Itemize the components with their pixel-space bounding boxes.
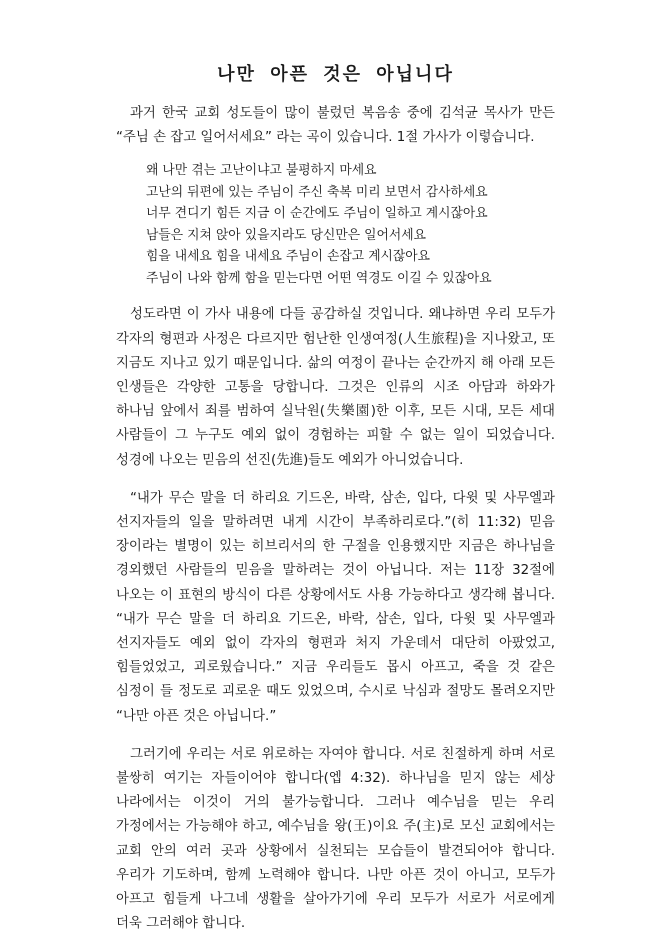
lyric-line: 남들은 지쳐 앉아 있을지라도 당신만은 일어서세요 — [146, 227, 426, 243]
lyric-line: 주님이 나와 함께 함을 믿는다면 어떤 역경도 이길 수 있잖아요 — [146, 270, 492, 286]
body-paragraph: “내가 무슨 말을 더 하리요 기드온, 바락, 삼손, 입다, 다윗 및 사무엘과 선지자들의 일을 말하려면 내게 시간이 부족하리로다.”(히 11:32) 믿음 장이라는 별명이 있는 히브리서의 한 구절을 인용했지만 지금은 하나님을 경외했던 사람들의 믿음을 말하려는 것이 아닙니다. 저는 11장 32절에 나오는 이 표현의 방식이 다른 상황에서도 사용 가능하다고 생각해 봅니다. “내가 무슨 말을 더 하리요 기드온, 바락, 삼손, 입다, 다윗 및 사무엘과 선지자들도 예외 없이 각자의 형편과 처지 가운데서 대단히 아팠었고, 힘들었었고, 괴로웠습니다.” 지금 우리들도 몹시 아프고, 죽을 것 같은 심정이 들 정도로 괴로운 때도 있었으며, 수시로 낙심과 절망도 몰려오지만 “나만 아픈 것은 아닙니다.” — [116, 490, 555, 724]
document-page — [116, 62, 555, 936]
document-title: 나만 아픈 것은 아닙니다 — [217, 64, 454, 85]
lyric-line: 힘을 내세요 힘을 내세요 주님이 손잡고 계시잖아요 — [146, 249, 431, 265]
lyric-line: 왜 나만 겪는 고난이냐고 불평하지 마세요 — [146, 163, 377, 179]
lyric-line: 고난의 뒤편에 있는 주님이 주신 축복 미리 보면서 감사하세요 — [146, 184, 488, 200]
body-paragraph: 그러기에 우리는 서로 위로하는 자여야 합니다. 서로 친절하게 하며 서로 불쌍히 여기는 자들이어야 합니다(엡 4:32). 하나님을 믿지 않는 세상 나라에서는 이것이 거의 불가능합니다. 그러나 예수님을 믿는 우리 가정에서는 가능해야 하고, 예수님을 왕(王)이요 주(主)로 모신 교회에서는 교회 안의 여러 곳과 상황에서 실천되는 모습들이 발견되어야 합니다. 우리가 기도하며, 함께 노력해야 합니다. 나만 아픈 것이 아니고, 모두가 아프고 힘들게 나그네 생활을 살아가기에 우리 모두가 서로가 서로에게 더욱 그러해야 합니다. — [116, 746, 555, 932]
song-lyrics — [146, 160, 555, 289]
lyric-line: 너무 견디기 힘든 지금 이 순간에도 주님이 일하고 계시잖아요 — [146, 206, 488, 222]
intro-paragraph: 과거 한국 교회 성도들이 많이 불렀던 복음송 중에 김석균 목사가 만든 “주님 손 잡고 일어서세요” 라는 곡이 있습니다. 1절 가사가 이렇습니다. — [116, 106, 555, 146]
body-paragraph: 성도라면 이 가사 내용에 다들 공감하실 것입니다. 왜냐하면 우리 모두가 각자의 형편과 사정은 다르지만 험난한 인생여정(人生旅程)을 지나왔고, 또 지금도 지나고 있기 때문입니다. 삶의 여정이 끝나는 순간까지 해 아래 모든 인생들은 각양한 고통을 당합니다. 그것은 인류의 시조 아담과 하와가 하나님 앞에서 죄를 범하여 실낙원(失樂園)한 이후, 모든 시대, 모든 세대 사람들이 그 누구도 예외 없이 경험하는 피할 수 없는 일이 되었습니다. 성경에 나오는 믿음의 선진(先進)들도 예외가 아니었습니다. — [116, 307, 555, 468]
